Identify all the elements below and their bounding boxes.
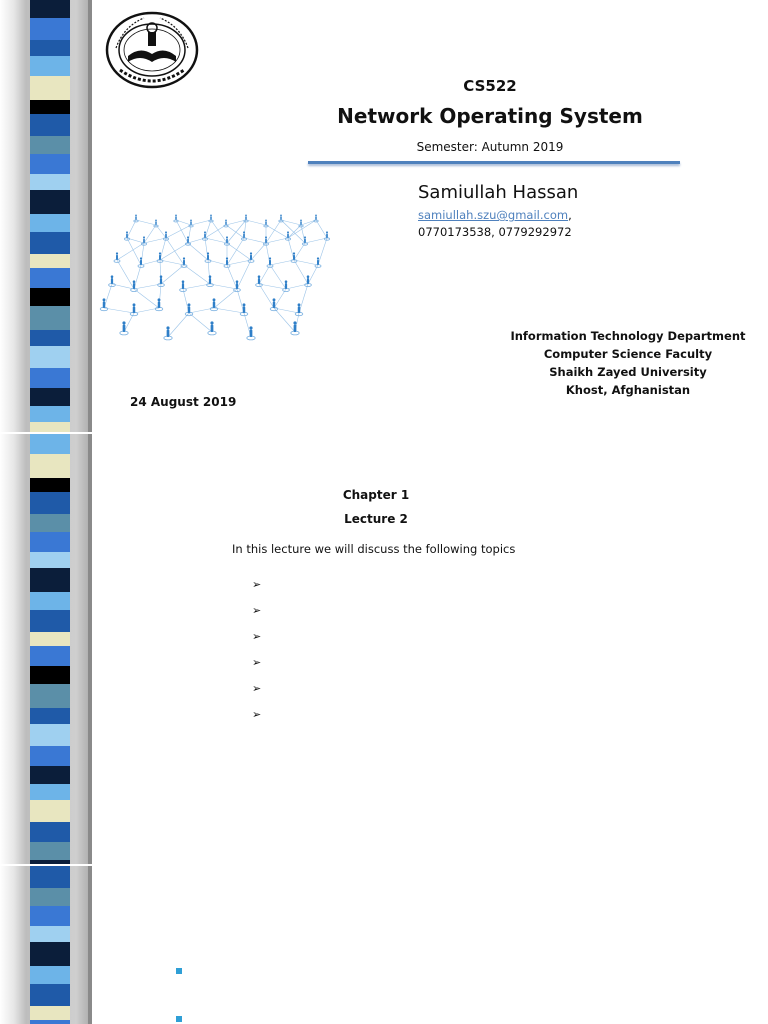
stripe-block: [30, 1020, 70, 1024]
email-link[interactable]: samiullah.szu@gmail.com: [418, 208, 569, 222]
stripe-block: [30, 766, 70, 784]
topic-bullet: ➢: [252, 682, 262, 695]
stripe-block: [30, 18, 70, 40]
stripe-block: [30, 888, 70, 906]
stripe-block: [30, 40, 70, 56]
network-illustration-icon: [96, 206, 332, 356]
chapter-label: Chapter 1: [342, 488, 410, 502]
stripe-block: [30, 866, 70, 888]
stripe-block: [30, 56, 70, 76]
course-code: CS522: [463, 77, 517, 95]
location-line: Khost, Afghanistan: [565, 383, 691, 397]
bullet-square-icon: [176, 1016, 182, 1022]
agenda-slide: [0, 434, 768, 864]
faculty-line: [500, 345, 756, 363]
stripe-block: [30, 514, 70, 532]
stripe-block: [30, 422, 70, 432]
stripe-block: [30, 346, 70, 368]
faculty-emphasis: Science: [611, 347, 662, 361]
stripe-block: [30, 842, 70, 860]
instructor-name: Samiullah Hassan: [418, 182, 579, 203]
stripe-block: [30, 984, 70, 1006]
department-block: [500, 327, 756, 399]
stripe-block: [30, 330, 70, 346]
stripe-block: [30, 492, 70, 514]
stripe-block: [30, 288, 70, 306]
stripe-block: [30, 232, 70, 254]
stripe-block: [30, 406, 70, 422]
stripe-block: [30, 784, 70, 800]
topic-bullet: ➢: [252, 630, 262, 643]
topic-bullet: ➢: [252, 578, 262, 591]
topic-bullet: ➢: [252, 708, 262, 721]
lecture-date: 24 August 2019: [130, 395, 237, 409]
stripe-block: [30, 646, 70, 666]
title-slide: [0, 0, 768, 432]
decorative-stripe: [0, 434, 92, 864]
stripe-block: [30, 1006, 70, 1020]
department-line: Information Technology Department: [510, 329, 746, 343]
stripe-block: [30, 174, 70, 190]
stripe-block: [30, 800, 70, 822]
stripe-block: [30, 708, 70, 724]
stripe-block: [30, 268, 70, 288]
instructor-phones: 0770173538, 0779292972: [418, 225, 572, 239]
email-comma: ,: [568, 208, 572, 222]
content-slide: [0, 866, 768, 1024]
faculty-suffix: Faculty: [661, 347, 713, 361]
stripe-block: [30, 860, 70, 864]
stripe-block: [30, 214, 70, 232]
stripe-block: [30, 254, 70, 268]
university-line: Shaikh Zayed University: [549, 365, 707, 379]
stripe-block: [30, 666, 70, 684]
stripe-block: [30, 532, 70, 552]
faculty-prefix: Computer: [543, 347, 612, 361]
topic-bullet: ➢: [252, 604, 262, 617]
stripe-block: [30, 478, 70, 492]
stripe-block: [30, 368, 70, 388]
stripe-block: [30, 100, 70, 114]
stripe-block: [30, 136, 70, 154]
stripe-block: [30, 190, 70, 214]
intro-text: In this lecture we will discuss the following topics: [232, 542, 516, 556]
topic-bullet: ➢: [252, 656, 262, 669]
instructor-contact: [418, 208, 572, 222]
bullet-square-icon: [176, 968, 182, 974]
stripe-block: [30, 76, 70, 100]
stripe-block: [30, 434, 70, 454]
stripe-block: [30, 746, 70, 766]
stripe-block: [30, 906, 70, 926]
title-divider: [308, 161, 680, 164]
stripe-block: [30, 568, 70, 592]
stripe-block: [30, 632, 70, 646]
stripe-block: [30, 0, 70, 18]
stripe-block: [30, 926, 70, 942]
stripe-block: [30, 724, 70, 746]
decorative-stripe: [0, 866, 92, 1024]
stripe-block: [30, 592, 70, 610]
course-title: Network Operating System: [337, 104, 643, 128]
stripe-block: [30, 154, 70, 174]
stripe-block: [30, 552, 70, 568]
stripe-block: [30, 966, 70, 984]
university-seal-icon: [104, 10, 200, 90]
stripe-block: [30, 822, 70, 842]
decorative-stripe: [0, 0, 92, 432]
stripe-block: [30, 684, 70, 708]
stripe-block: [30, 942, 70, 966]
stripe-block: [30, 610, 70, 632]
lecture-label: Lecture 2: [344, 512, 408, 526]
stripe-block: [30, 114, 70, 136]
semester-label: Semester: Autumn 2019: [416, 140, 564, 154]
stripe-block: [30, 388, 70, 406]
stripe-block: [30, 454, 70, 478]
stripe-block: [30, 306, 70, 330]
